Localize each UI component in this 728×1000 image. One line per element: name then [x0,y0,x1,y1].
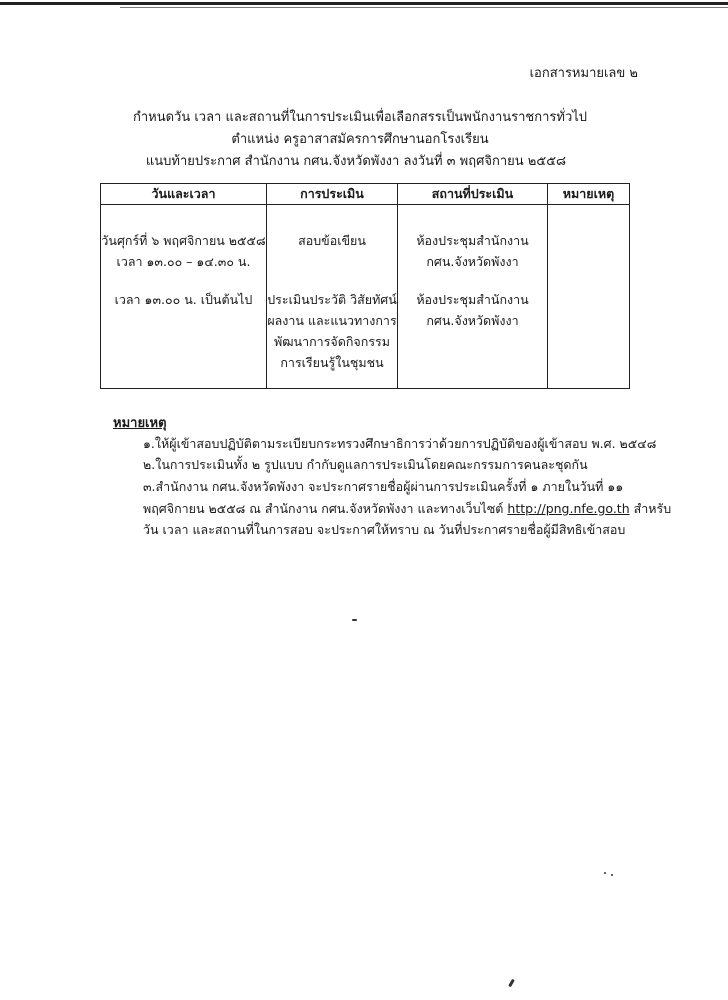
scan-speck [604,872,606,874]
assessment-written: สอบข้อเขียน [298,233,366,248]
table-header-row [101,184,630,205]
schedule-table [100,183,630,389]
header-remarks: หมายเหตุ [548,184,630,205]
scan-speck [611,874,613,876]
location-line-3: ห้องประชุมสำนักงาน [416,292,529,307]
scan-border-shadow [120,7,728,8]
remark-item-3-text-b: สำหรับ [629,501,672,516]
cell-assessment [267,205,398,389]
cell-location [398,205,548,389]
location-line-4: กศน.จังหวัดพังงา [426,313,519,328]
table-row [101,205,630,389]
heading-line-3: แนบท้ายประกาศ สำนักงาน กศน.จังหวัดพังงา ลงวันที่ ๓ พฤศจิกายน ๒๕๕๘ [145,154,567,169]
remark-item-3-line-1: ๓.สำนักงาน กศน.จังหวัดพังงา จะประกาศรายชื่อผู้ผ่านการประเมินครั้งที่ ๑ ภายในวันที่ ๑๑ [143,479,624,494]
document-number: เอกสารหมายเลข ๒ [529,66,638,81]
assessment-line-3: พัฒนาการจัดกิจกรรม [274,334,390,349]
header-assessment: การประเมิน [267,184,398,205]
remarks-title: หมายเหตุ [113,416,167,431]
remark-item-3-text-a: พฤศจิกายน ๒๕๕๘ ณ สำนักงาน กศน.จังหวัดพังงา และทางเว็บไซต์ [143,501,508,516]
website-link[interactable]: http://png.nfe.go.th [507,501,630,516]
remark-item-2: ๒.ในการประเมินทั้ง ๒ รูปแบบ กำกับดูแลการประเมินโดยคณะกรรมการคนละชุดกัน [143,457,588,472]
cell-date-time [101,205,267,389]
assessment-line-1: ประเมินประวัติ วิสัยทัศน์ [267,292,397,307]
assessment-line-4: การเรียนรู้ในชุมชน [280,355,384,370]
time-line-2: เวลา ๑๓.๐๐ น. เป็นต้นไป [114,292,253,307]
cell-remarks [548,205,630,389]
date-line: วันศุกร์ที่ ๖ พฤศจิกายน ๒๕๕๘ [101,233,266,248]
scan-speck [352,619,357,621]
remark-item-3-line-2 [143,499,671,519]
header-location: สถานที่ประเมิน [398,184,548,205]
time-line-1: เวลา ๑๓.๐๐ – ๑๔.๓๐ น. [116,254,251,269]
heading-line-2: ตำแหน่ง ครูอาสาสมัครการศึกษานอกโรงเรียน [231,132,489,147]
scan-speck [508,979,515,987]
heading-line-1: กำหนดวัน เวลา และสถานที่ในการประเมินเพื่อเลือกสรรเป็นพนักงานราชการทั่วไป [132,110,588,125]
remark-item-1: ๑.ให้ผู้เข้าสอบปฏิบัติตามระเบียบกระทรวงศึกษาธิการว่าด้วยการปฏิบัติของผู้เข้าสอบ พ.ศ. ๒๕๔๘ [143,436,657,451]
assessment-line-2: ผลงาน และแนวทางการ [267,313,397,328]
scan-border-top [0,2,728,5]
location-line-1: ห้องประชุมสำนักงาน [416,233,529,248]
header-date-time: วันและเวลา [101,184,267,205]
remark-item-3-line-3: วัน เวลา และสถานที่ในการสอบ จะประกาศให้ทราบ ณ วันที่ประกาศรายชื่อผู้มีสิทธิเข้าสอบ [143,522,626,537]
location-line-2: กศน.จังหวัดพังงา [426,254,519,269]
